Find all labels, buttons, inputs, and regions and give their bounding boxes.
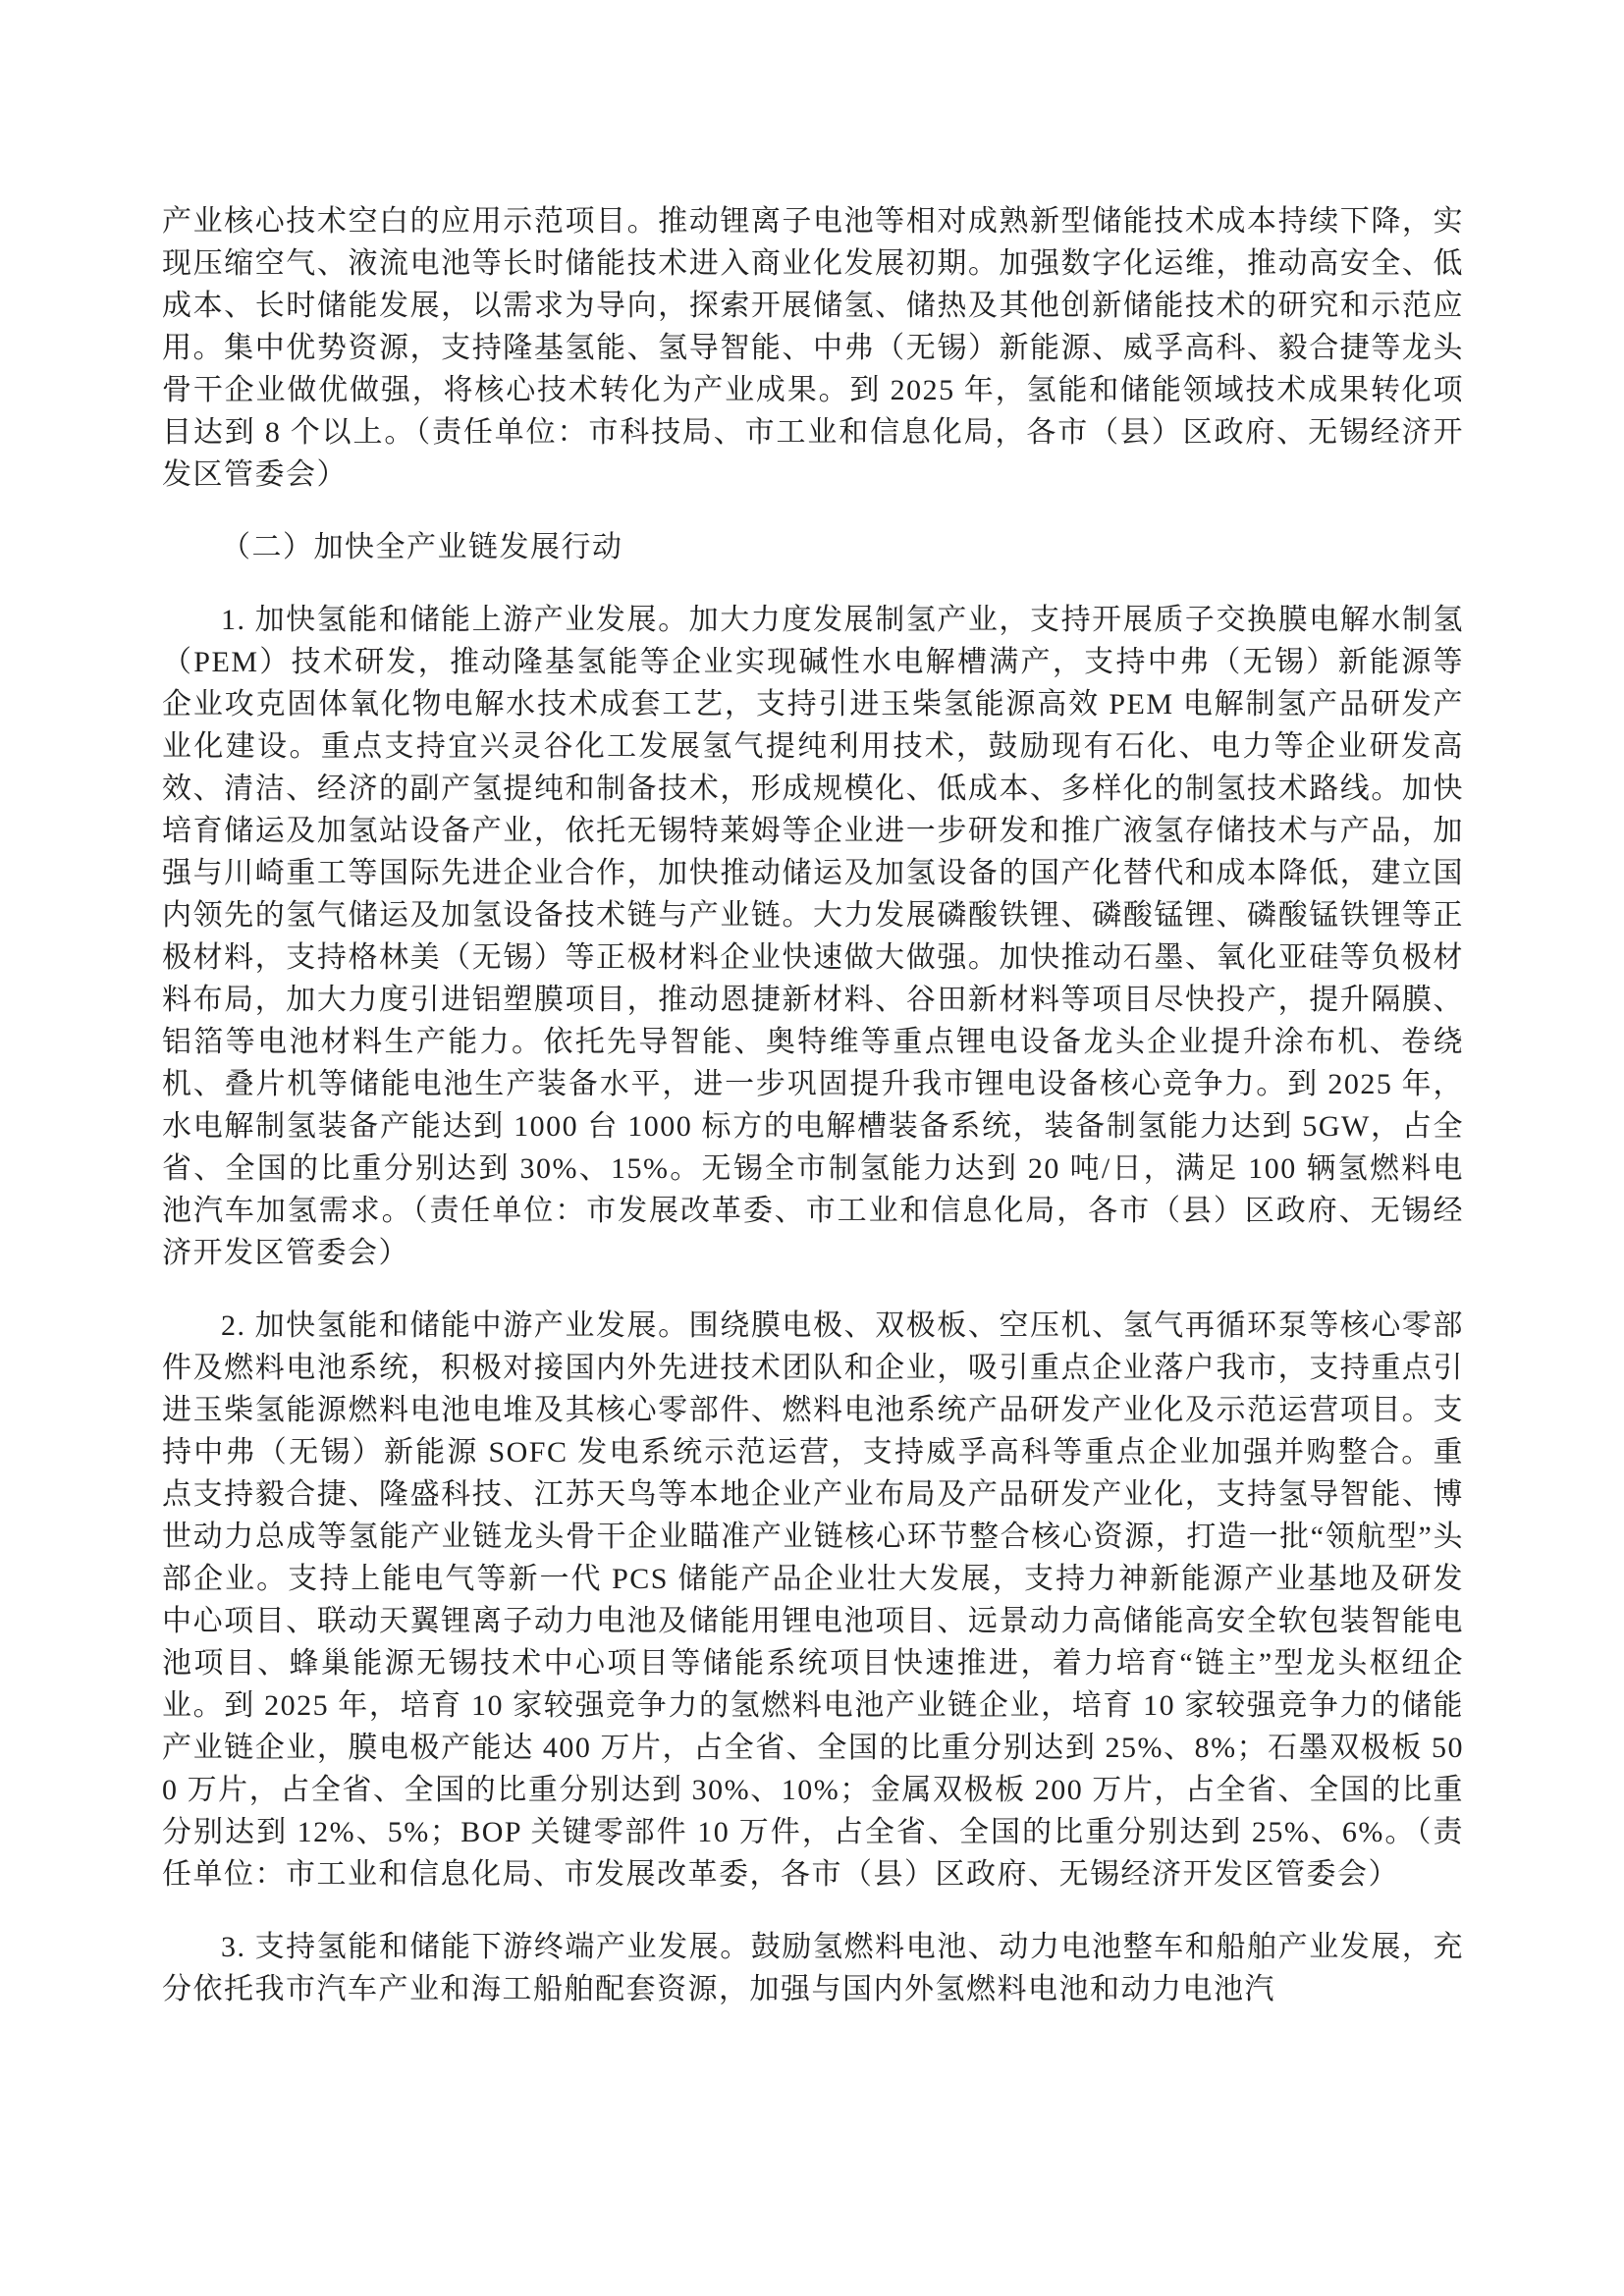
numbered-paragraph-2: 2. 加快氢能和储能中游产业发展。围绕膜电极、双极板、空压机、氢气再循环泵等核心零部件及燃料电池系统，积极对接国内外先进技术团队和企业，吸引重点企业落户我市，支持重点引进玉柴氢能源燃料电池电堆及其核心零部件、燃料电池系统产品研发产业化及示范运营项目。支持中弗（无锡）新能源 SOFC 发电系统示范运营，支持威孚高科等重点企业加强并购整合。重点支持毅合捷、隆盛科技、江苏天鸟等本地企业产业布局及产品研发产业化，支持氢导智能、博世动力总成等氢能产业链龙头骨干企业瞄准产业链核心环节整合核心资源，打造一批“领航型”头部企业。支持上能电气等新一代 PCS 储能产品企业壮大发展，支持力神新能源产业基地及研发中心项目、联动天翼锂离子动力电池及储能用锂电池项目、远景动力高储能高安全软包装智能电池项目、蜂巢能源无锡技术中心项目等储能系统项目快速推进，着力培育“链主”型龙头枢纽企业。到 2025 年，培育 10 家较强竞争力的氢燃料电池产业链企业，培育 10 家较强竞争力的储能产业链企业，膜电极产能达 400 万片，占全省、全国的比重分别达到 25%、8%；石墨双极板 500 万片，占全省、全国的比重分别达到 30%、10%；金属双极板 200 万片，占全省、全国的比重分别达到 12%、5%；BOP 关键零部件 10 万件，占全省、全国的比重分别达到 25%、6%。（责任单位：市工业和信息化局、市发展改革委，各市（县）区政府、无锡经济开发区管委会） xyxy=(162,1309,1464,1891)
section-heading: （二）加快全产业链发展行动 xyxy=(221,531,623,563)
numbered-paragraph-3: 3. 支持氢能和储能下游终端产业发展。鼓励氢燃料电池、动力电池整车和船舶产业发展，充分依托我市汽车产业和海工船舶配套资源，加强与国内外氢燃料电池和动力电池汽 xyxy=(162,1931,1464,2005)
numbered-paragraph-1: 1. 加快氢能和储能上游产业发展。加大力度发展制氢产业，支持开展质子交换膜电解水制氢（PEM）技术研发，推动隆基氢能等企业实现碱性水电解槽满产，支持中弗（无锡）新能源等企业攻克固体氧化物电解水技术成套工艺，支持引进玉柴氢能源高效 PEM 电解制氢产品研发产业化建设。重点支持宜兴灵谷化工发展氢气提纯利用技术，鼓励现有石化、电力等企业研发高效、清洁、经济的副产氢提纯和制备技术，形成规模化、低成本、多样化的制氢技术路线。加快培育储运及加氢站设备产业，依托无锡特莱姆等企业进一步研发和推广液氢存储技术与产品，加强与川崎重工等国际先进企业合作，加快推动储运及加氢设备的国产化替代和成本降低，建立国内领先的氢气储运及加氢设备技术链与产业链。大力发展磷酸铁锂、磷酸锰锂、磷酸锰铁锂等正极材料，支持格林美（无锡）等正极材料企业快速做大做强。加快推动石墨、氧化亚硅等负极材料布局，加大力度引进铝塑膜项目，推动恩捷新材料、谷田新材料等项目尽快投产，提升隔膜、铝箔等电池材料生产能力。依托先导智能、奥特维等重点锂电设备龙头企业提升涂布机、卷绕机、叠片机等储能电池生产装备水平，进一步巩固提升我市锂电设备核心竞争力。到 2025 年，水电解制氢装备产能达到 1000 台 1000 标方的电解槽装备系统，装备制氢能力达到 5GW，占全省、全国的比重分别达到 30%、15%。无锡全市制氢能力达到 20 吨/日，满足 100 辆氢燃料电池汽车加氢需求。（责任单位：市发展改革委、市工业和信息化局，各市（县）区政府、无锡经济开发区管委会） xyxy=(162,604,1464,1269)
body-paragraph-continuation: 产业核心技术空白的应用示范项目。推动锂离子电池等相对成熟新型储能技术成本持续下降，实现压缩空气、液流电池等长时储能技术进入商业化发展初期。加强数字化运维，推动高安全、低成本、长时储能发展，以需求为导向，探索开展储氢、储热及其他创新储能技术的研究和示范应用。集中优势资源，支持隆基氢能、氢导智能、中弗（无锡）新能源、威孚高科、毅合捷等龙头骨干企业做优做强，将核心技术转化为产业成果。到 2025 年，氢能和储能领域技术成果转化项目达到 8 个以上。（责任单位：市科技局、市工业和信息化局，各市（县）区政府、无锡经济开发区管委会） xyxy=(162,205,1464,491)
